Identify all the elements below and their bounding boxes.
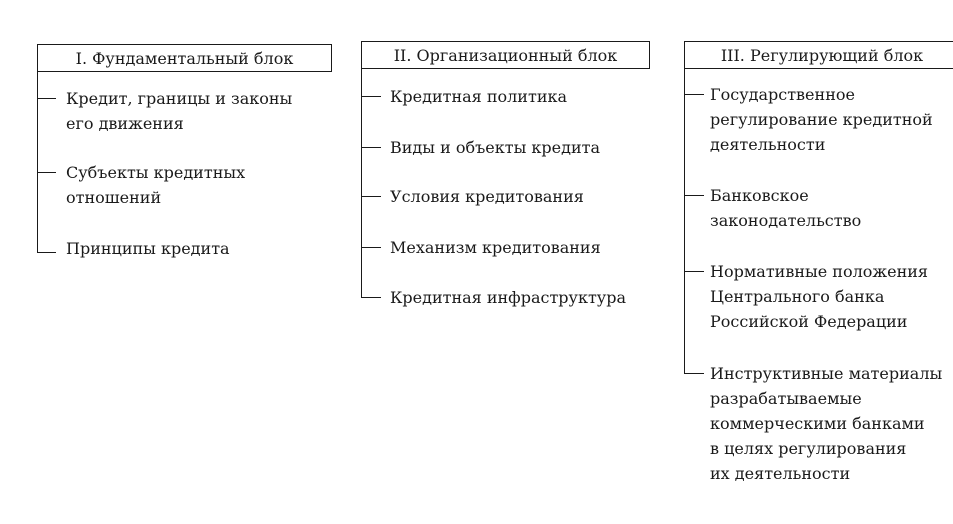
block-2-item-credit-types: Виды и объекты кредита [390,138,601,157]
block-2-item-credit-policy: Кредитная политика [390,87,568,106]
block-1-header: I. Фундаментальный блок [37,44,332,72]
block-2-item-credit-infrastructure: Кредитная инфраструктура [390,288,626,307]
block-2-branch-line [361,196,381,197]
block-3-item-instructive-materials: Инструктивные материалы разрабатываемые коммерческими банками в целях регулирования их деятельности [710,364,943,483]
block-3-item-state-regulation: Государственное регулирование кредитной деятельности [710,85,933,154]
block-3-branch-line [684,373,704,374]
block-2-branch-line [361,96,381,97]
block-1-branch-line [37,98,56,99]
block-3-header: III. Регулирующий блок [684,41,953,69]
block-2-branch-line [361,247,381,248]
block-2-branch-line [361,147,381,148]
block-2-item-credit-conditions: Условия кредитования [390,187,584,206]
block-2-item-credit-mechanism: Механизм кредитования [390,238,601,257]
block-1-branch-line [37,252,56,253]
block-1-item-credit-subjects: Субъекты кредитных отношений [66,163,246,207]
block-3-trunk-line [684,69,685,374]
block-1-item-credit-principles: Принципы кредита [66,239,230,258]
block-3-branch-line [684,195,704,196]
block-3-item-banking-law: Банковское законодательство [710,186,862,230]
block-1-branch-line [37,172,56,173]
block-3-branch-line [684,271,704,272]
block-3-branch-line [684,94,704,95]
block-2-trunk-line [361,69,362,298]
block-1-item-credit-laws: Кредит, границы и законы его движения [66,89,293,133]
block-2-branch-line [361,297,381,298]
block-2-header: II. Организационный блок [361,41,650,69]
block-3-item-central-bank-regulations: Нормативные положения Центрального банка Российской Федерации [710,262,928,331]
